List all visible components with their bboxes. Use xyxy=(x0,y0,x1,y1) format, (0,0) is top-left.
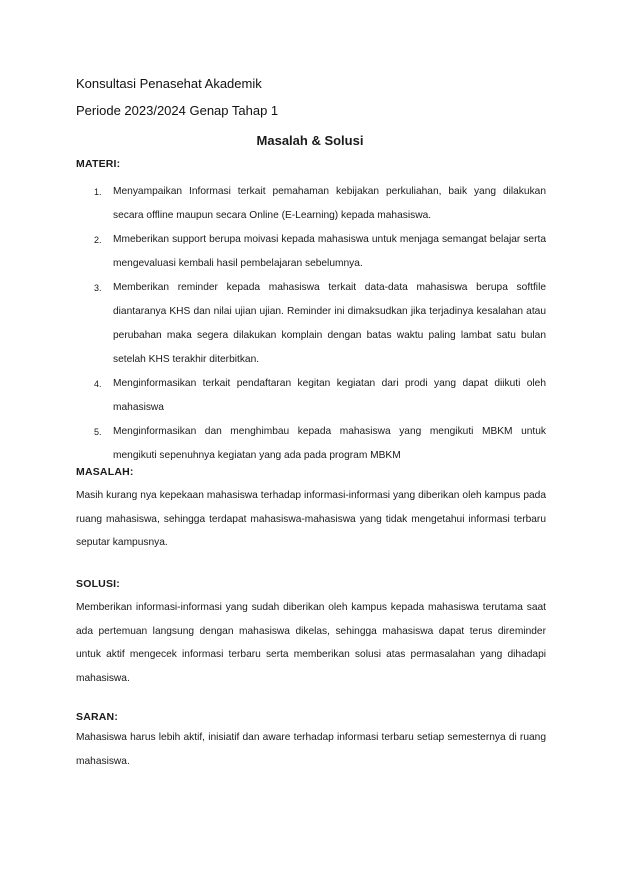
list-text: Menginformasikan terkait pendaftaran kegitan kegiatan dari prodi yang dapat diikuti oleh mahasiswa xyxy=(113,378,546,413)
list-item xyxy=(76,372,546,420)
list-text: Menginformasikan dan menghimbau kepada mahasiswa yang mengikuti MBKM untuk mengikuti sepenuhnya kegiatan yang ada pada program MBKM xyxy=(113,426,546,461)
list-text: Menyampaikan Informasi terkait pemahaman kebijakan perkuliahan, baik yang dilakukan secara offline maupun secara Online (E-Learning) kepada mahasiswa. xyxy=(113,186,546,221)
list-number: 2. xyxy=(94,235,102,245)
page-title: Masalah & Solusi xyxy=(256,133,364,148)
masalah-heading: MASALAH: xyxy=(76,466,134,478)
list-text: Memberikan reminder kepada mahasiswa terkait data-data mahasiswa berupa softfile diantaranya KHS dan nilai ujian ujian. Reminder ini dimaksudkan jika terjadinya kesalahan atau perubahan maka segera dilakukan komplain dengan batas waktu paling lambat satu bulan setelah KHS terakhir diterbitkan. xyxy=(113,282,546,365)
list-item xyxy=(76,276,546,372)
solusi-paragraph: Memberikan informasi-informasi yang sudah diberikan oleh kampus kepada mahasiswa terutama saat ada pertemuan langsung dengan mahasiswa dikelas, sehingga mahasiswa dapat terus direminder untuk aktif mengecek informasi terbaru serta memberikan solusi atas permasalahan yang dihadapi mahasiswa. xyxy=(76,602,546,684)
list-number: 1. xyxy=(94,187,102,197)
header-line-consultation: Konsultasi Penasehat Akademik xyxy=(76,76,262,91)
list-number: 5. xyxy=(94,427,102,437)
materi-heading: MATERI: xyxy=(76,158,121,170)
list-item xyxy=(76,420,546,468)
saran-paragraph: Mahasiswa harus lebih aktif, inisiatif dan aware terhadap informasi terbaru setiap semesternya di ruang mahasiswa. xyxy=(76,732,546,767)
list-item xyxy=(76,228,546,276)
list-item xyxy=(76,180,546,228)
list-number: 3. xyxy=(94,283,102,293)
list-text: Mmeberikan support berupa moivasi kepada mahasiswa untuk menjaga semangat belajar serta mengevaluasi kembali hasil pembelajaran sebelumnya. xyxy=(113,234,546,269)
materi-list xyxy=(76,180,546,468)
solusi-heading: SOLUSI: xyxy=(76,578,120,590)
header-line-period: Periode 2023/2024 Genap Tahap 1 xyxy=(76,103,279,118)
saran-heading: SARAN: xyxy=(76,711,119,723)
list-number: 4. xyxy=(94,379,102,389)
masalah-paragraph: Masih kurang nya kepekaan mahasiswa terhadap informasi-informasi yang diberikan oleh kampus pada ruang mahasiswa, sehingga terdapat mahasiswa-mahasiswa yang tidak mengetahui informasi terbaru seputar kampusnya. xyxy=(76,490,546,548)
